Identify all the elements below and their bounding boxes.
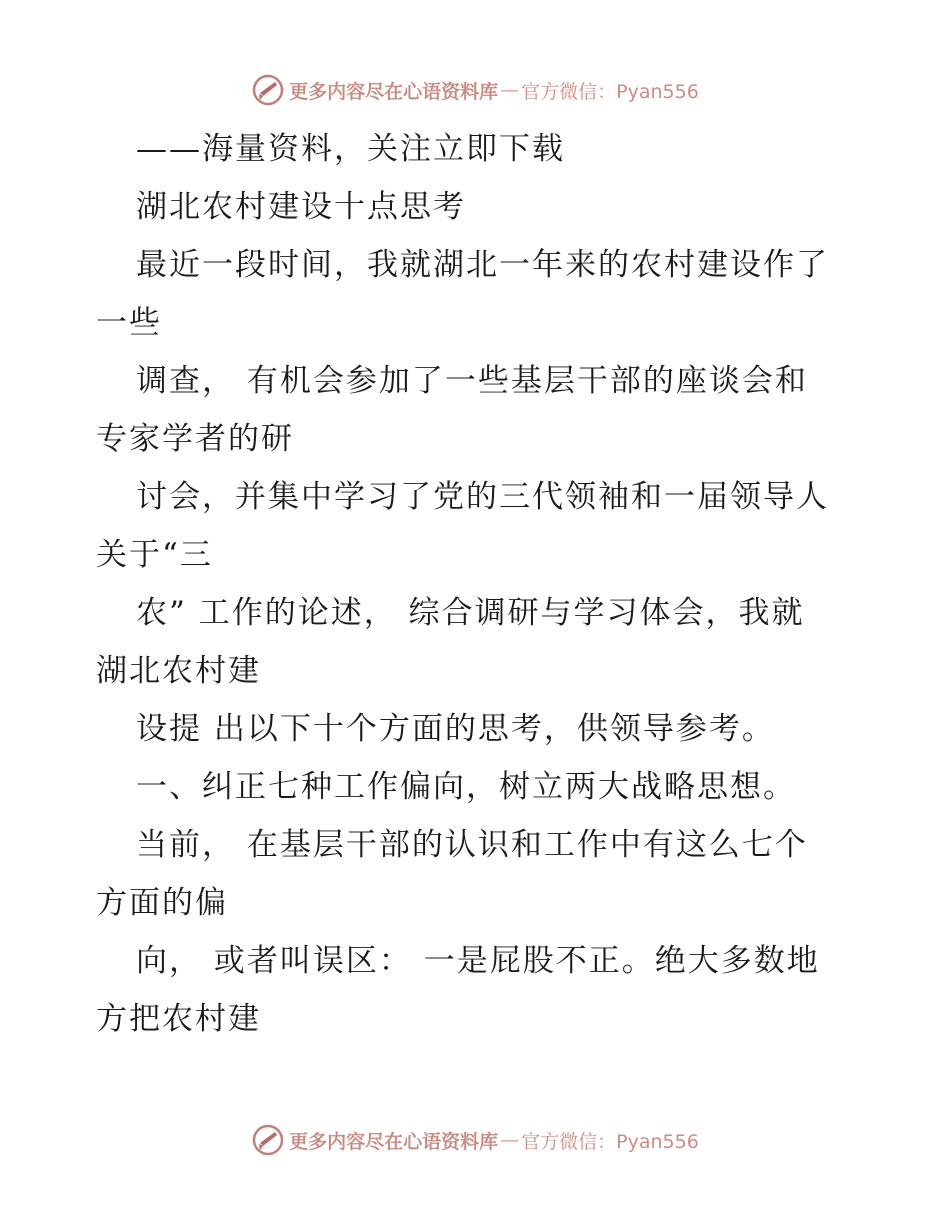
logo-icon: [251, 73, 285, 107]
text-line: 农” 工作的论述， 综合调研与学习体会，我就: [136, 595, 805, 631]
header-watermark: [0, 70, 950, 110]
footer-wechat: 官方微信：Pyan556: [521, 1130, 699, 1153]
footer-brand: 更多内容尽在心语资料库: [289, 1130, 499, 1153]
text-line: 关于“三: [96, 537, 213, 573]
footer-dash: —: [500, 1129, 520, 1151]
text-line: 方面的偏: [96, 885, 228, 921]
text-line: 专家学者的研: [96, 421, 294, 457]
header-wechat: 官方微信：Pyan556: [521, 80, 699, 103]
text-line: 方把农村建: [96, 1001, 261, 1037]
document-body: [96, 120, 866, 1048]
section-heading: 一、纠正七种工作偏向，树立两大战略思想。: [136, 769, 796, 805]
logo-icon: [251, 1123, 285, 1157]
text-line: 湖北农村建: [96, 653, 261, 689]
text-line: 最近一段时间，我就湖北一年来的农村建设作了: [136, 247, 829, 283]
text-line: 设提 出以下十个方面的思考，供领导参考。: [136, 711, 775, 747]
text-line: 向， 或者叫误区： 一是屁股不正。绝大多数地: [136, 943, 820, 979]
document-title: 湖北农村建设十点思考: [136, 189, 466, 225]
text-line: 当前， 在基层干部的认识和工作中有这么七个: [136, 827, 808, 863]
header-dash: —: [500, 79, 520, 101]
header-brand: 更多内容尽在心语资料库: [289, 80, 499, 103]
footer-watermark: [0, 1120, 950, 1160]
text-line: 调查， 有机会参加了一些基层干部的座谈会和: [136, 363, 808, 399]
text-line: 讨会，并集中学习了党的三代领袖和一届领导人: [136, 479, 829, 515]
text-line: 一些: [96, 305, 162, 341]
text-line: ——海量资料，关注立即下载: [136, 131, 565, 167]
